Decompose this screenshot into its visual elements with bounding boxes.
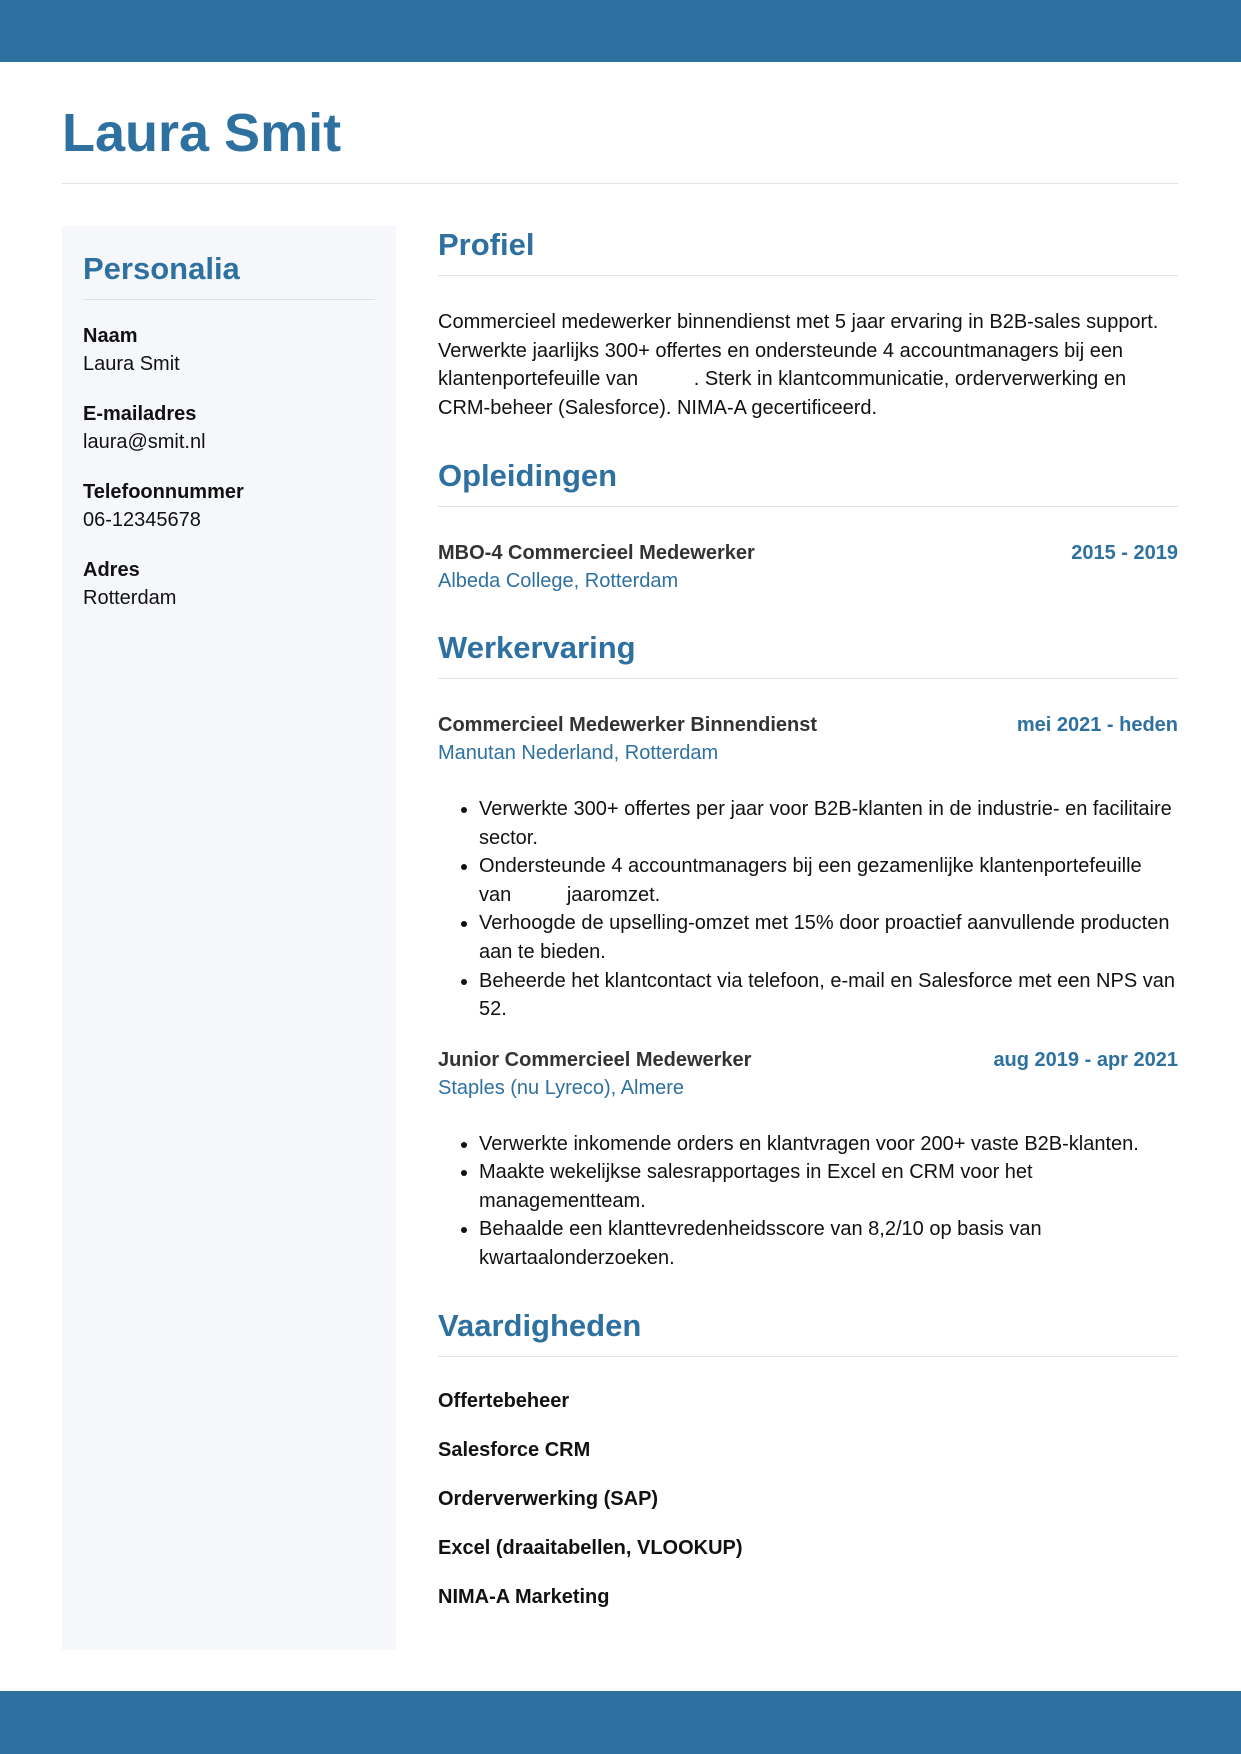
detail-label: Naam bbox=[83, 325, 138, 348]
list-item: • Behaalde een klanttevredenheidsscore van 8,2/10 op basis van kwartaalonderzoeken. bbox=[479, 1215, 1178, 1272]
skill-item: Excel (draaitabellen, VLOOKUP) bbox=[438, 1536, 743, 1559]
detail-name bbox=[83, 322, 375, 378]
detail-value: Rotterdam bbox=[83, 587, 177, 610]
achievement-list bbox=[438, 1130, 1178, 1273]
header-divider bbox=[62, 183, 1178, 184]
entry-organization: Staples (nu Lyreco), Almere bbox=[438, 1076, 685, 1099]
skill-item: Orderverwerking (SAP) bbox=[438, 1487, 659, 1510]
detail-value: Laura Smit bbox=[83, 353, 180, 376]
entry-organization: Albeda College, Rotterdam bbox=[438, 569, 679, 592]
list-item: • Beheerde het klantcontact via telefoon, e-mail en Salesforce met een NPS van 52. bbox=[479, 967, 1178, 1024]
personal-details-list bbox=[83, 322, 375, 612]
detail-address bbox=[83, 556, 375, 612]
list-item: • Verhoogde de upselling-omzet met 15% door proactief aanvullende producten aan te bieden. bbox=[479, 909, 1178, 966]
detail-value: laura@smit.nl bbox=[83, 431, 206, 454]
experience-entry bbox=[438, 1046, 1178, 1273]
entry-title: Commercieel Medewerker Binnendienst bbox=[438, 713, 818, 736]
main-content bbox=[438, 226, 1178, 1632]
entry-date: aug 2019 - apr 2021 bbox=[993, 1048, 1178, 1071]
profile-text: Commercieel medewerker binnendienst met 5 jaar ervaring in B2B-sales support. Verwerkte jaarlijks 300+ offertes en ondersteunde 4 accountmanagers bij een klantenportefeuille van . Sterk in klantcommunicatie, orderverwerking en CRM-beheer (Salesforce). NIMA-A gecertificeerd. bbox=[438, 311, 1164, 419]
detail-label: Telefoonnummer bbox=[83, 481, 244, 504]
entry-date: 2015 - 2019 bbox=[1071, 541, 1178, 564]
education-title: Opleidingen bbox=[438, 457, 1178, 507]
entry-header bbox=[438, 711, 1178, 739]
list-item: • Ondersteunde 4 accountmanagers bij een gezamenlijke klantenportefeuille van jaaromzet. bbox=[479, 852, 1178, 909]
education-entry bbox=[438, 539, 1178, 595]
experience-section bbox=[438, 629, 1178, 1273]
skill-item: NIMA-A Marketing bbox=[438, 1585, 610, 1608]
entry-title: MBO-4 Commercieel Medewerker bbox=[438, 541, 755, 564]
experience-title: Werkervaring bbox=[438, 629, 1178, 679]
entry-title: Junior Commercieel Medewerker bbox=[438, 1048, 752, 1071]
detail-label: Adres bbox=[83, 559, 140, 582]
experience-entry bbox=[438, 711, 1178, 1024]
profile-title: Profiel bbox=[438, 226, 1178, 276]
list-item: • Verwerkte inkomende orders en klantvragen voor 200+ vaste B2B-klanten. bbox=[479, 1130, 1178, 1159]
skill-item: Offertebeheer bbox=[438, 1389, 570, 1412]
entry-organization: Manutan Nederland, Rotterdam bbox=[438, 741, 719, 764]
bottom-color-band bbox=[0, 1691, 1241, 1754]
entry-date: mei 2021 - heden bbox=[1016, 713, 1178, 736]
detail-label: E-mailadres bbox=[83, 403, 197, 426]
detail-phone bbox=[83, 478, 375, 534]
list-item: • Maakte wekelijkse salesrapportages in Excel en CRM voor het managementteam. bbox=[479, 1158, 1178, 1215]
entry-header bbox=[438, 1046, 1178, 1074]
resume-name: Laura Smit bbox=[62, 103, 342, 163]
skills-section bbox=[438, 1307, 1178, 1611]
skill-item: Salesforce CRM bbox=[438, 1438, 591, 1461]
detail-value: 06-12345678 bbox=[83, 509, 201, 532]
detail-email bbox=[83, 400, 375, 456]
profile-section bbox=[438, 226, 1178, 423]
list-item: • Verwerkte 300+ offertes per jaar voor B2B-klanten in de industrie- en facilitaire sector. bbox=[479, 795, 1178, 852]
top-color-band bbox=[0, 0, 1241, 62]
sidebar-title: Personalia bbox=[83, 250, 375, 300]
education-section bbox=[438, 457, 1178, 595]
personal-details-sidebar bbox=[62, 226, 396, 1650]
skills-list bbox=[438, 1387, 1178, 1611]
achievement-list bbox=[438, 795, 1178, 1024]
entry-header bbox=[438, 539, 1178, 567]
skills-title: Vaardigheden bbox=[438, 1307, 1178, 1357]
